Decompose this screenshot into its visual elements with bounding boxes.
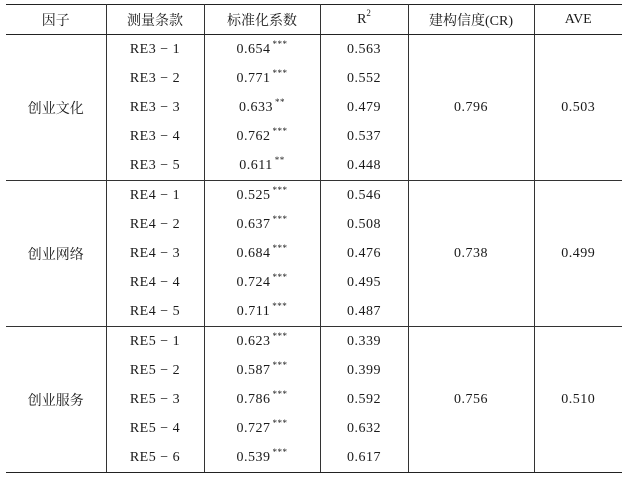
ave-cell: 0.510 [534, 327, 622, 473]
significance-stars: *** [272, 417, 288, 428]
loading-cell [204, 268, 320, 297]
significance-stars: *** [272, 213, 288, 224]
loading-cell [204, 414, 320, 443]
header-row [6, 5, 622, 35]
header-r2-base: R [357, 11, 367, 27]
significance-stars: *** [272, 446, 288, 457]
table-row [6, 181, 622, 211]
r2-cell: 0.339 [320, 327, 408, 357]
significance-stars: ** [274, 154, 285, 165]
loading-value: 0.762 [236, 128, 271, 144]
r2-cell: 0.617 [320, 443, 408, 473]
loading-value: 0.684 [236, 245, 271, 261]
loading-cell [204, 122, 320, 151]
factor-cell: 创业文化 [6, 35, 106, 181]
ave-cell: 0.499 [534, 181, 622, 327]
loading-cell [204, 385, 320, 414]
item-cell: RE3 − 2 [106, 64, 204, 93]
significance-stars: *** [272, 242, 288, 253]
r2-cell: 0.563 [320, 35, 408, 65]
r2-cell: 0.632 [320, 414, 408, 443]
r2-cell: 0.508 [320, 210, 408, 239]
significance-stars: ** [275, 96, 285, 107]
loading-value: 0.587 [236, 362, 271, 378]
item-cell: RE5 − 4 [106, 414, 204, 443]
cr-cell: 0.738 [408, 181, 534, 327]
loading-value: 0.539 [236, 449, 271, 465]
cr-cell: 0.756 [408, 327, 534, 473]
item-cell: RE5 − 6 [106, 443, 204, 473]
loading-cell [204, 151, 320, 181]
item-cell: RE3 − 3 [106, 93, 204, 122]
r2-cell: 0.495 [320, 268, 408, 297]
r2-cell: 0.546 [320, 181, 408, 211]
header-factor: 因子 [6, 5, 106, 35]
header-ave: AVE [534, 5, 622, 35]
factor-cell: 创业网络 [6, 181, 106, 327]
item-cell: RE4 − 3 [106, 239, 204, 268]
loading-value: 0.637 [236, 216, 271, 232]
item-cell: RE3 − 1 [106, 35, 204, 65]
item-cell: RE5 − 2 [106, 356, 204, 385]
loading-cell [204, 181, 320, 211]
significance-stars: *** [272, 271, 288, 282]
r2-cell: 0.399 [320, 356, 408, 385]
loading-cell [204, 64, 320, 93]
loading-cell [204, 327, 320, 357]
loading-value: 0.623 [236, 333, 271, 349]
cr-cell: 0.796 [408, 35, 534, 181]
loading-value: 0.633 [239, 99, 273, 115]
header-r2-sup: 2 [366, 7, 371, 18]
r2-cell: 0.552 [320, 64, 408, 93]
significance-stars: *** [272, 388, 288, 399]
r2-cell: 0.537 [320, 122, 408, 151]
significance-stars: *** [272, 300, 288, 311]
loading-value: 0.711 [236, 303, 271, 319]
table-row [6, 327, 622, 357]
factor-cell: 创业服务 [6, 327, 106, 473]
item-cell: RE5 − 1 [106, 327, 204, 357]
item-cell: RE4 − 5 [106, 297, 204, 327]
item-cell: RE4 − 4 [106, 268, 204, 297]
loading-cell [204, 210, 320, 239]
r2-cell: 0.487 [320, 297, 408, 327]
significance-stars: *** [272, 330, 288, 341]
item-cell: RE4 − 1 [106, 181, 204, 211]
loading-cell [204, 239, 320, 268]
item-cell: RE4 − 2 [106, 210, 204, 239]
loading-value: 0.724 [236, 274, 271, 290]
r2-cell: 0.476 [320, 239, 408, 268]
significance-stars: *** [272, 184, 288, 195]
r2-cell: 0.479 [320, 93, 408, 122]
ave-cell: 0.503 [534, 35, 622, 181]
table-row [6, 35, 622, 65]
loading-cell [204, 297, 320, 327]
loading-value: 0.727 [236, 420, 271, 436]
significance-stars: *** [272, 359, 288, 370]
loading-value: 0.611 [239, 157, 273, 173]
header-r2 [320, 5, 408, 35]
significance-stars: *** [272, 67, 288, 78]
reliability-table [6, 4, 622, 473]
loading-value: 0.525 [236, 187, 271, 203]
loading-value: 0.654 [236, 41, 271, 57]
loading-cell [204, 443, 320, 473]
loading-value: 0.771 [236, 70, 271, 86]
loading-cell [204, 93, 320, 122]
header-item: 测量条款 [106, 5, 204, 35]
header-cr: 建构信度(CR) [408, 5, 534, 35]
item-cell: RE3 − 5 [106, 151, 204, 181]
table-body [6, 35, 622, 473]
loading-value: 0.786 [236, 391, 271, 407]
significance-stars: *** [272, 38, 288, 49]
r2-cell: 0.448 [320, 151, 408, 181]
header-loading: 标准化系数 [204, 5, 320, 35]
item-cell: RE3 − 4 [106, 122, 204, 151]
r2-cell: 0.592 [320, 385, 408, 414]
loading-cell [204, 35, 320, 65]
loading-cell [204, 356, 320, 385]
significance-stars: *** [272, 125, 288, 136]
item-cell: RE5 − 3 [106, 385, 204, 414]
